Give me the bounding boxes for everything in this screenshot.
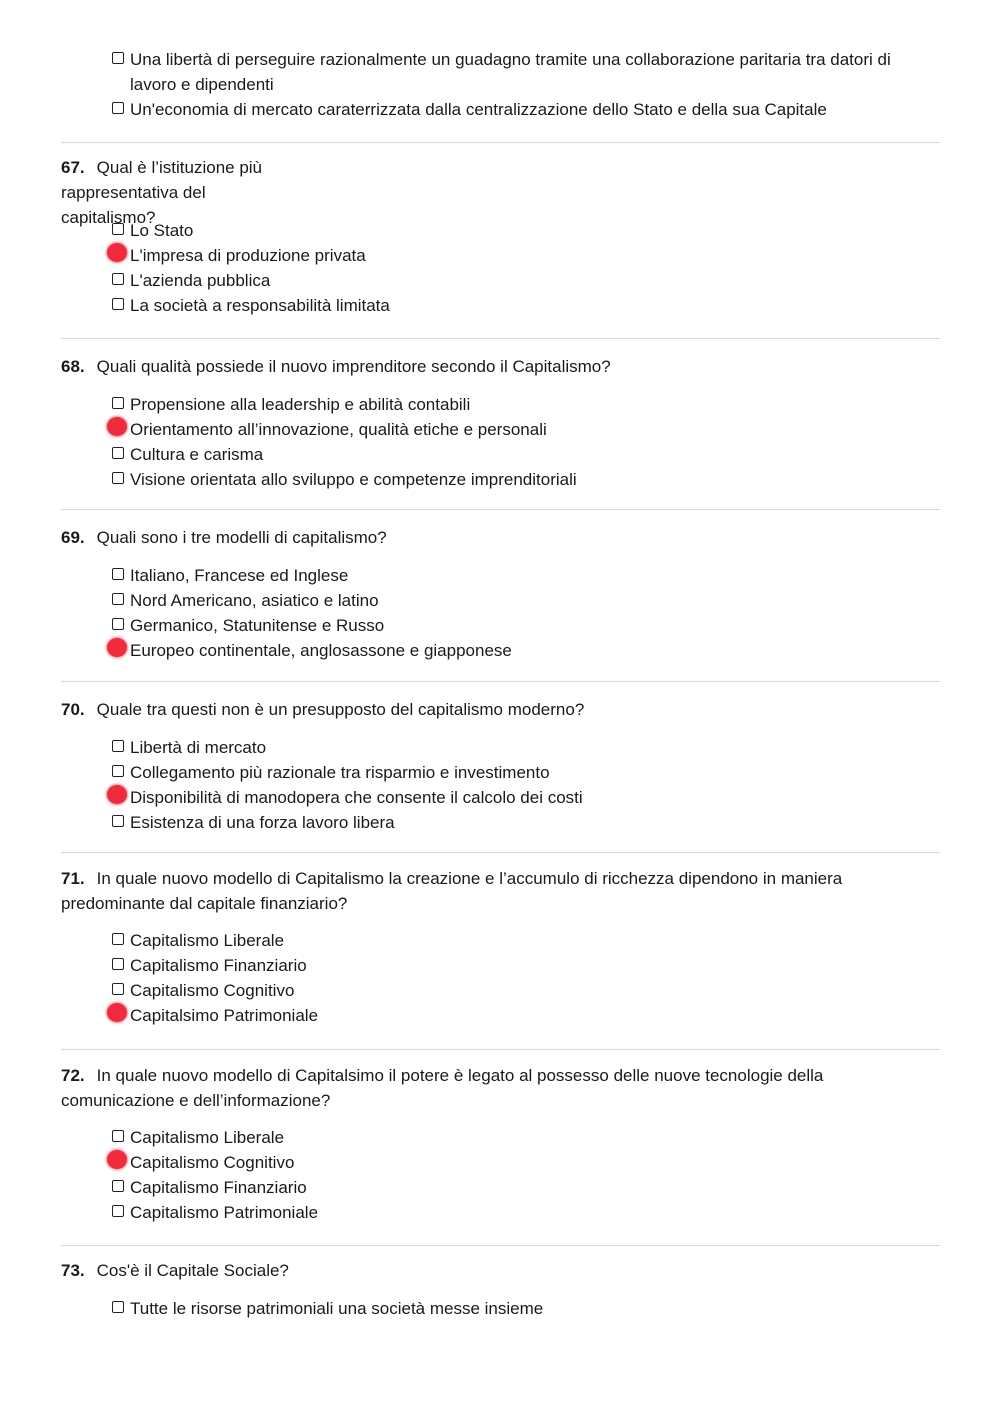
question-text <box>61 697 921 722</box>
option-label: L'impresa di produzione privata <box>130 246 366 265</box>
question-options <box>112 1125 932 1225</box>
divider <box>61 1049 940 1050</box>
option-label: Italiano, Francese ed Inglese <box>130 566 349 585</box>
checked-checkbox-icon[interactable] <box>112 1155 124 1167</box>
option-label: La società a responsabilità limitata <box>130 296 390 315</box>
answer-option[interactable] <box>112 978 932 1003</box>
question-number: 67. <box>61 158 85 177</box>
checkbox-icon[interactable] <box>112 52 124 64</box>
answer-option[interactable] <box>112 442 932 467</box>
option-label: Nord Americano, asiatico e latino <box>130 591 379 610</box>
checkbox-icon[interactable] <box>112 472 124 484</box>
question-label: Quali qualità possiede il nuovo imprenditore secondo il Capitalismo? <box>96 357 611 376</box>
divider <box>61 1245 940 1246</box>
question-label: Quali sono i tre modelli di capitalismo? <box>96 528 387 547</box>
divider <box>61 142 940 143</box>
answer-option[interactable] <box>112 293 932 318</box>
checkbox-icon[interactable] <box>112 298 124 310</box>
answer-option[interactable] <box>112 785 932 810</box>
option-label: Capitalismo Finanziario <box>130 956 307 975</box>
option-label: Libertà di mercato <box>130 738 267 757</box>
option-label: Capitalsimo Patrimoniale <box>130 1006 319 1025</box>
checkbox-icon[interactable] <box>112 273 124 285</box>
checkbox-icon[interactable] <box>112 983 124 995</box>
answer-option[interactable] <box>112 563 932 588</box>
question-number: 68. <box>61 357 85 376</box>
answer-option[interactable] <box>112 218 932 243</box>
divider <box>61 681 940 682</box>
answer-option[interactable] <box>112 47 932 97</box>
question-label: In quale nuovo modello di Capitalsimo il potere è legato al possesso delle nuove tecnologie della comunicazione e dell’informazione? <box>61 1066 824 1110</box>
option-label: Germanico, Statunitense e Russo <box>130 616 385 635</box>
option-label: Visione orientata allo sviluppo e competenze imprenditoriali <box>130 470 577 489</box>
answer-option[interactable] <box>112 1150 932 1175</box>
checkbox-icon[interactable] <box>112 447 124 459</box>
checkbox-icon[interactable] <box>112 1301 124 1313</box>
checkbox-icon[interactable] <box>112 740 124 752</box>
question-options <box>112 928 932 1028</box>
question-text <box>61 1063 921 1113</box>
question-label: In quale nuovo modello di Capitalismo la creazione e l’accumulo di ricchezza dipendono in maniera predominante dal capitale finanziario? <box>61 869 843 913</box>
option-label: Esistenza di una forza lavoro libera <box>130 813 395 832</box>
answer-option[interactable] <box>112 1200 932 1225</box>
question-options <box>112 563 932 663</box>
option-label: Cultura e carisma <box>130 445 264 464</box>
question-text <box>61 866 921 916</box>
checkbox-icon[interactable] <box>112 568 124 580</box>
question-number: 72. <box>61 1066 85 1085</box>
question-number: 69. <box>61 528 85 547</box>
answer-option[interactable] <box>112 268 932 293</box>
question-number: 70. <box>61 700 85 719</box>
checkbox-icon[interactable] <box>112 102 124 114</box>
answer-option[interactable] <box>112 392 932 417</box>
answer-option[interactable] <box>112 735 932 760</box>
checkbox-icon[interactable] <box>112 593 124 605</box>
option-label: Capitalismo Liberale <box>130 1128 285 1147</box>
checkbox-icon[interactable] <box>112 397 124 409</box>
option-label: L'azienda pubblica <box>130 271 271 290</box>
checkbox-icon[interactable] <box>112 223 124 235</box>
option-label: Europeo continentale, anglosassone e giapponese <box>130 641 512 660</box>
checked-checkbox-icon[interactable] <box>112 1008 124 1020</box>
answer-option[interactable] <box>112 928 932 953</box>
option-label: Capitalismo Liberale <box>130 931 285 950</box>
question-number: 71. <box>61 869 85 888</box>
divider <box>61 338 940 339</box>
answer-option[interactable] <box>112 1125 932 1150</box>
answer-option[interactable] <box>112 613 932 638</box>
answer-option[interactable] <box>112 760 932 785</box>
option-label: Capitalismo Cognitivo <box>130 1153 295 1172</box>
checkbox-icon[interactable] <box>112 815 124 827</box>
option-label: Disponibilità di manodopera che consente il calcolo dei costi <box>130 788 583 807</box>
question-text <box>61 354 921 379</box>
checkbox-icon[interactable] <box>112 1130 124 1142</box>
question-text <box>61 525 921 550</box>
checkbox-icon[interactable] <box>112 933 124 945</box>
checked-checkbox-icon[interactable] <box>112 248 124 260</box>
question-number: 73. <box>61 1261 85 1280</box>
question-options <box>112 735 932 835</box>
question-options <box>112 1296 932 1321</box>
answer-option[interactable] <box>112 467 932 492</box>
checkbox-icon[interactable] <box>112 1180 124 1192</box>
question-text <box>61 1258 921 1283</box>
question-options <box>112 218 932 318</box>
checked-checkbox-icon[interactable] <box>112 643 124 655</box>
question-label: Cos'è il Capitale Sociale? <box>96 1261 289 1280</box>
checked-checkbox-icon[interactable] <box>112 422 124 434</box>
divider <box>61 509 940 510</box>
answer-option[interactable] <box>112 97 932 122</box>
checkbox-icon[interactable] <box>112 618 124 630</box>
option-label: Lo Stato <box>130 221 194 240</box>
answer-option[interactable] <box>112 1296 932 1321</box>
checkbox-icon[interactable] <box>112 765 124 777</box>
option-label: Propensione alla leadership e abilità contabili <box>130 395 471 414</box>
checkbox-icon[interactable] <box>112 1205 124 1217</box>
question-label: Quale tra questi non è un presupposto del capitalismo moderno? <box>96 700 585 719</box>
answer-option[interactable] <box>112 953 932 978</box>
question-options <box>112 392 932 492</box>
option-label: Capitalismo Cognitivo <box>130 981 295 1000</box>
divider <box>61 852 940 853</box>
answer-option[interactable] <box>112 417 932 442</box>
checked-checkbox-icon[interactable] <box>112 790 124 802</box>
question-label: Qual è l’istituzione più rappresentativa del capitalismo? <box>61 158 263 227</box>
option-label: Un'economia di mercato caraterrizzata dalla centralizzazione dello Stato e della sua Capitale <box>130 100 827 119</box>
answer-option[interactable] <box>112 810 932 835</box>
checkbox-icon[interactable] <box>112 958 124 970</box>
answer-option[interactable] <box>112 243 932 268</box>
option-label: Orientamento all’innovazione, qualità etiche e personali <box>130 420 547 439</box>
answer-option[interactable] <box>112 588 932 613</box>
answer-option[interactable] <box>112 638 932 663</box>
option-label: Capitalismo Patrimoniale <box>130 1203 319 1222</box>
option-label: Tutte le risorse patrimoniali una società messe insieme <box>130 1299 544 1318</box>
option-label: Capitalismo Finanziario <box>130 1178 307 1197</box>
answer-option[interactable] <box>112 1003 932 1028</box>
prev-question-options <box>112 47 932 122</box>
answer-option[interactable] <box>112 1175 932 1200</box>
option-label: Una libertà di perseguire razionalmente un guadagno tramite una collaborazione paritaria tra datori di lavoro e dipendenti <box>130 50 891 94</box>
option-label: Collegamento più razionale tra risparmio e investimento <box>130 763 550 782</box>
